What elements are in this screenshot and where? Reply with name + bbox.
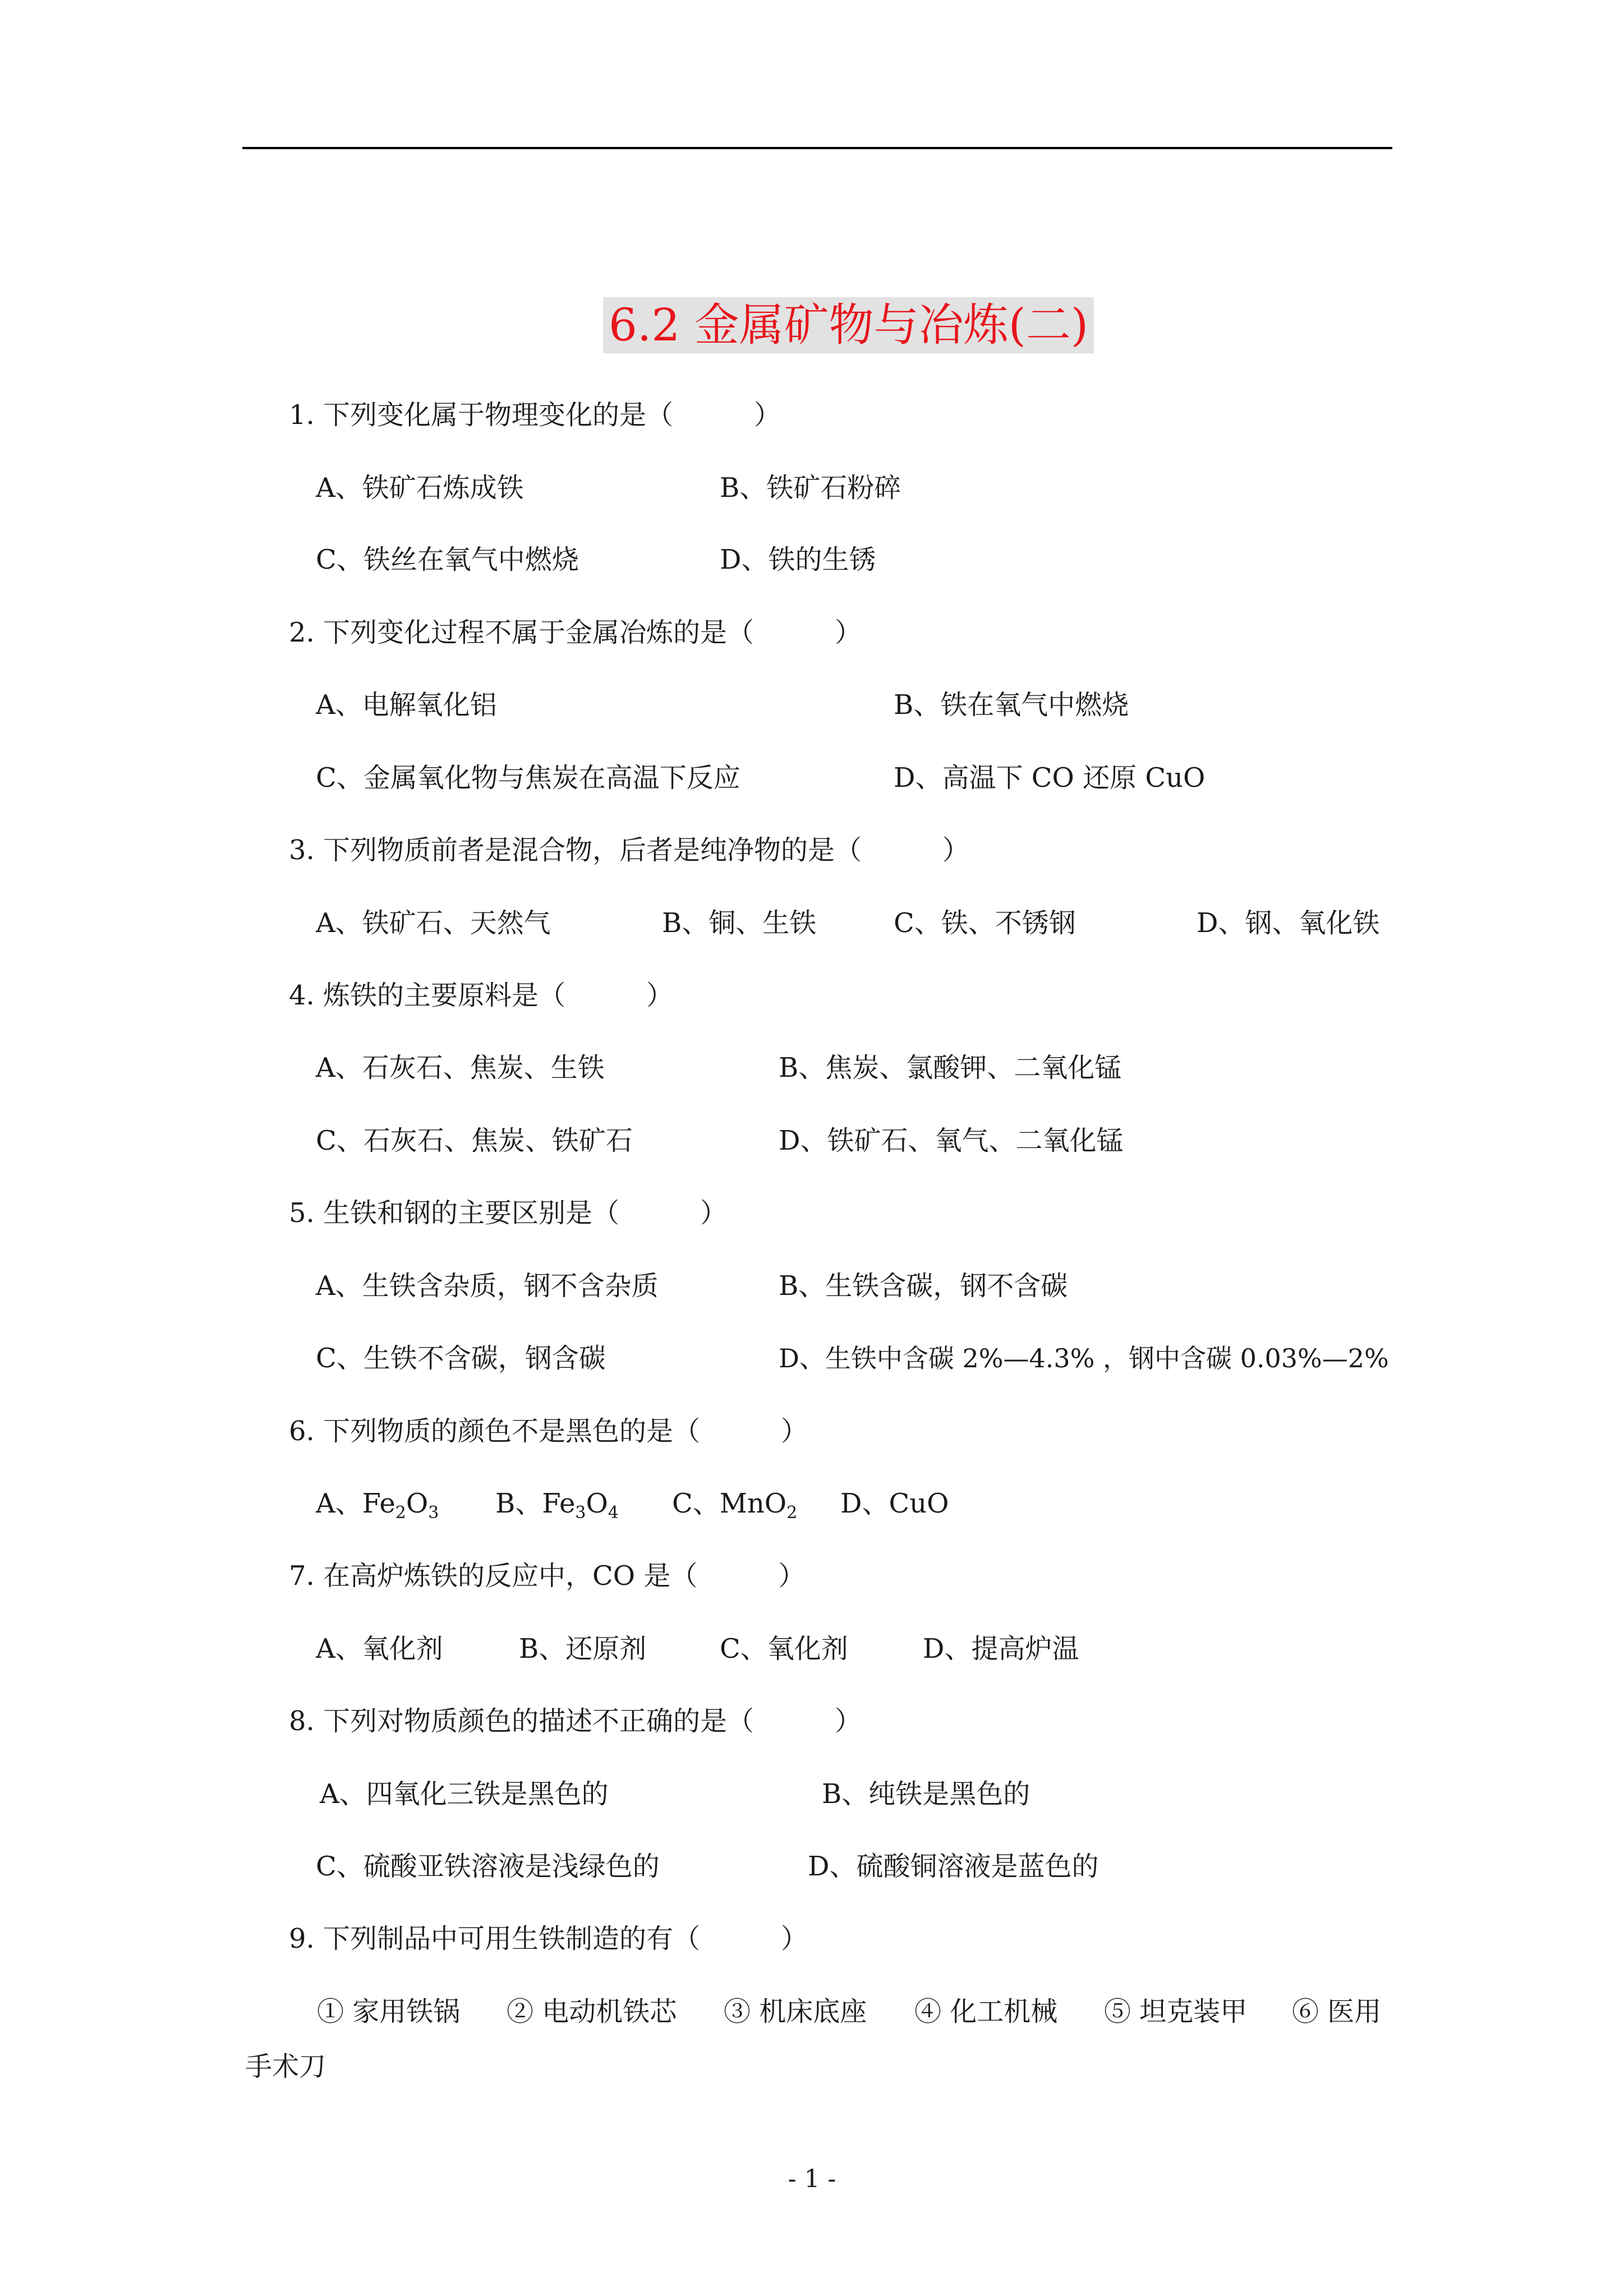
subscript: 4: [608, 1503, 619, 1523]
question-1-option-c: C、铁丝在氧气中燃烧: [316, 544, 579, 575]
question-6-option-c: [672, 1487, 798, 1523]
subscript: 2: [395, 1503, 406, 1523]
question-7-option-d: D、提高炉温: [923, 1633, 1079, 1665]
question-9-continuation: 手术刀: [245, 2051, 326, 2082]
option-prefix: C、: [672, 1488, 720, 1519]
question-1-option-d: D、铁的生锈: [720, 544, 876, 575]
question-5-option-a: A、生铁含杂质，钢不含杂质: [316, 1270, 659, 1302]
document-title: 6.2 金属矿物与冶炼(二): [603, 297, 1094, 353]
formula-part: MnO: [719, 1488, 787, 1519]
question-9-item-6: ⑥ 医用: [1292, 1996, 1382, 2027]
question-5-option-c: C、生铁不含碳，钢含碳: [316, 1343, 606, 1374]
question-5-option-b: B、生铁含碳，钢不含碳: [779, 1270, 1068, 1302]
question-6-option-a: [316, 1487, 439, 1523]
formula-part: CuO: [889, 1488, 949, 1519]
question-8-option-a: A、四氧化三铁是黑色的: [320, 1778, 609, 1810]
question-3-option-a: A、铁矿石、天然气: [316, 907, 551, 939]
question-6-option-b: [495, 1487, 619, 1523]
question-6-stem: 6. 下列物质的颜色不是黑色的是（ ）: [289, 1416, 808, 1447]
question-9-item-5: ⑤ 坦克装甲: [1104, 1996, 1248, 2027]
question-5-option-d: D、生铁中含碳 2%—4.3% ，钢中含碳 0.03%—2%: [779, 1343, 1389, 1373]
question-8-option-c: C、硫酸亚铁溶液是浅绿色的: [316, 1851, 660, 1882]
question-4-stem: 4. 炼铁的主要原料是（ ）: [289, 980, 674, 1011]
question-3-stem: 3. 下列物质前者是混合物，后者是纯净物的是（ ）: [289, 835, 970, 866]
question-4-option-d: D、铁矿石、氧气、二氧化锰: [779, 1125, 1124, 1156]
formula-part: O: [586, 1488, 608, 1519]
question-7-option-b: B、还原剂: [519, 1633, 647, 1665]
subscript: 3: [575, 1503, 586, 1523]
question-6-option-d: [840, 1487, 949, 1520]
question-8-stem: 8. 下列对物质颜色的描述不正确的是（ ）: [289, 1705, 862, 1737]
question-9-item-2: ② 电动机铁芯: [507, 1996, 677, 2027]
question-2-option-b: B、铁在氧气中燃烧: [894, 689, 1129, 721]
question-8-option-d: D、硫酸铜溶液是蓝色的: [808, 1851, 1099, 1882]
subscript: 3: [428, 1503, 439, 1523]
question-9-stem: 9. 下列制品中可用生铁制造的有（ ）: [289, 1923, 808, 1954]
formula-part: Fe: [542, 1488, 576, 1519]
option-prefix: B、: [495, 1488, 542, 1519]
question-1-option-b: B、铁矿石粉碎: [720, 472, 901, 504]
option-prefix: A、: [316, 1488, 362, 1519]
question-2-stem: 2. 下列变化过程不属于金属冶炼的是（ ）: [289, 617, 862, 648]
question-1-option-a: A、铁矿石炼成铁: [316, 472, 524, 504]
question-3-option-c: C、铁、不锈钢: [894, 907, 1076, 939]
question-3-option-b: B、铜、生铁: [662, 907, 817, 939]
question-4-option-c: C、石灰石、焦炭、铁矿石: [316, 1125, 633, 1156]
question-7-option-c: C、氧化剂: [720, 1633, 848, 1665]
question-8-option-b: B、纯铁是黑色的: [822, 1778, 1030, 1810]
header-rule: [242, 147, 1392, 149]
question-7-stem: 7. 在高炉炼铁的反应中，CO 是（ ）: [289, 1560, 806, 1592]
question-5-stem: 5. 生铁和钢的主要区别是（ ）: [289, 1197, 728, 1229]
formula-part: Fe: [362, 1488, 395, 1519]
question-2-option-a: A、电解氧化铝: [316, 689, 497, 721]
question-4-option-b: B、焦炭、氯酸钾、二氧化锰: [779, 1052, 1122, 1084]
question-9-item-4: ④ 化工机械: [914, 1996, 1058, 2027]
formula-part: O: [406, 1488, 429, 1519]
question-9-item-3: ③ 机床底座: [724, 1996, 867, 2027]
question-1-stem: 1. 下列变化属于物理变化的是（ ）: [289, 399, 781, 431]
page-number: - 1 -: [788, 2165, 836, 2193]
question-4-option-a: A、石灰石、焦炭、生铁: [316, 1052, 605, 1084]
question-2-option-c: C、金属氧化物与焦炭在高温下反应: [316, 762, 740, 794]
question-9-item-1: ① 家用铁锅: [317, 1996, 461, 2027]
question-3-option-d: D、钢、氧化铁: [1197, 907, 1380, 939]
option-prefix: D、: [840, 1488, 889, 1519]
subscript: 2: [786, 1503, 798, 1523]
question-2-option-d: D、高温下 CO 还原 CuO: [894, 762, 1206, 794]
question-7-option-a: A、氧化剂: [316, 1633, 443, 1665]
